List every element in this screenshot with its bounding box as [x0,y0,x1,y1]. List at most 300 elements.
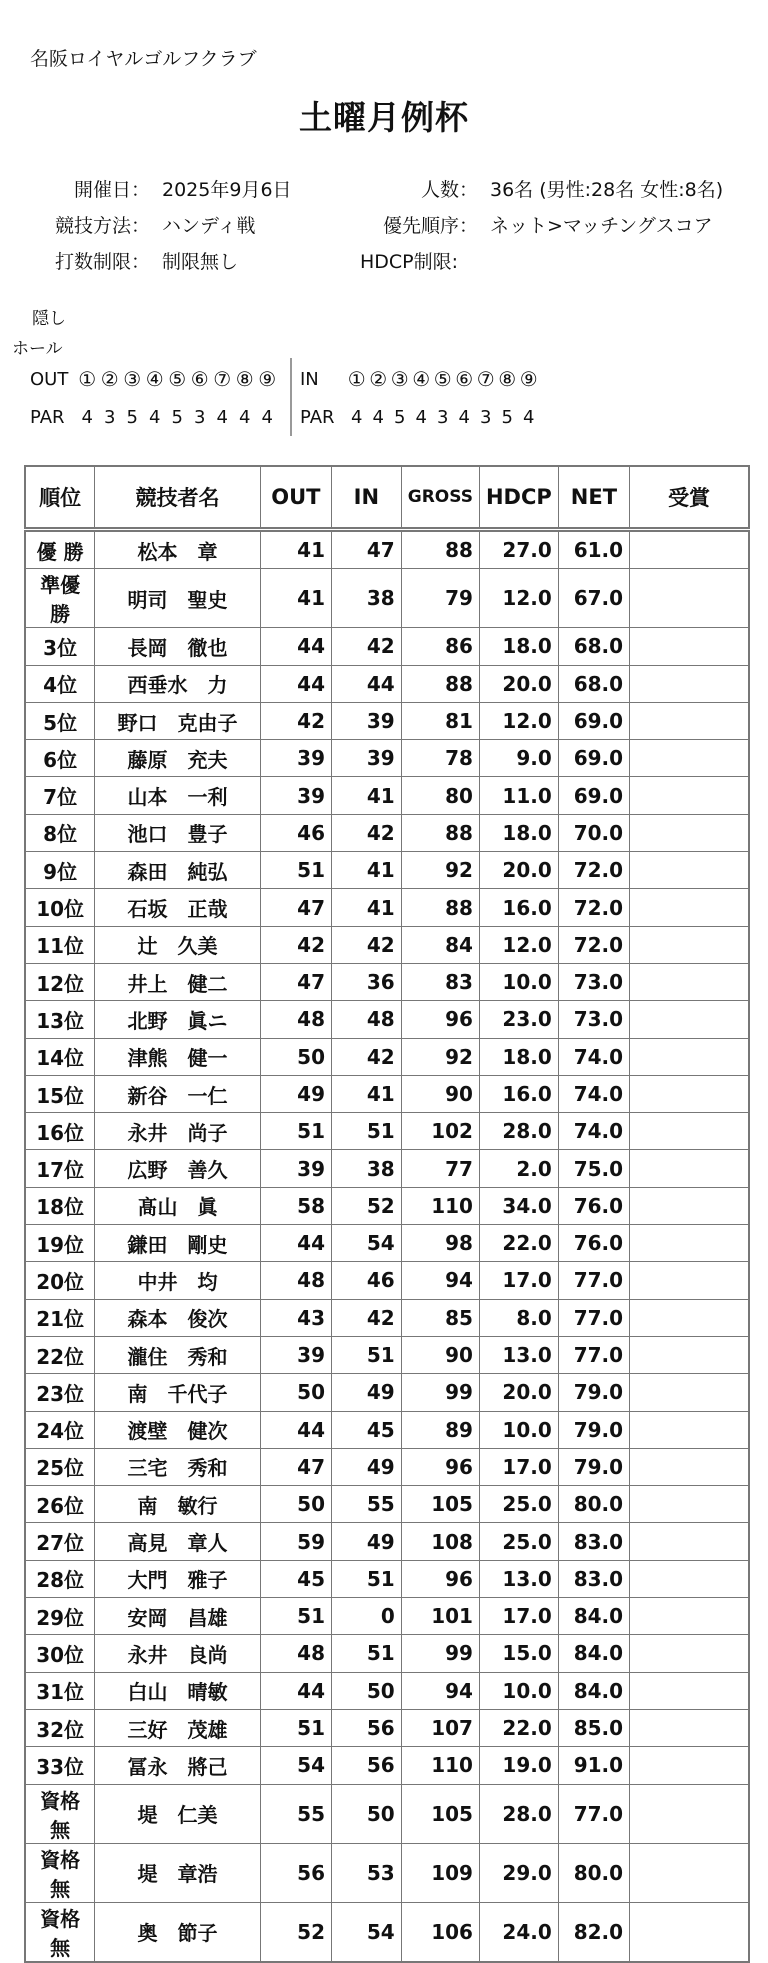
rank-cell: 4位 [25,665,95,702]
hdcp-cell: 25.0 [479,1486,558,1523]
rank-cell: 17位 [25,1150,95,1187]
player-name-cell: 大門 雅子 [95,1560,260,1597]
player-name-cell: 奥 節子 [95,1902,260,1962]
out-hole-numbers [30,367,288,391]
gross-cell: 110 [401,1187,479,1224]
gross-cell: 96 [401,1448,479,1485]
player-name-cell: 三宅 秀和 [95,1448,260,1485]
header-rank: 順位 [25,466,95,530]
gross-cell: 96 [401,1001,479,1038]
hole-number: ⑦ [213,367,232,391]
info-limit [30,244,292,280]
in-score-cell: 41 [332,889,402,926]
hdcp-cell: 2.0 [479,1150,558,1187]
award-cell [630,1635,749,1672]
net-cell: 77.0 [558,1784,629,1843]
in-score-cell: 42 [332,628,402,665]
table-row [25,740,749,777]
rank-cell: 資格無 [25,1784,95,1843]
rank-cell: 30位 [25,1635,95,1672]
out-score-cell: 44 [260,665,331,702]
table-row [25,1038,749,1075]
net-cell: 79.0 [558,1448,629,1485]
award-cell [630,1336,749,1373]
rank-cell: 13位 [25,1001,95,1038]
out-score-cell: 52 [260,1902,331,1962]
out-score-cell: 56 [260,1843,331,1902]
out-score-cell: 55 [260,1784,331,1843]
rank-cell: 14位 [25,1038,95,1075]
info-left [30,172,292,280]
award-cell [630,1150,749,1187]
table-row [25,814,749,851]
table-row [25,1598,749,1635]
table-row [25,1672,749,1709]
player-name-cell: 堤 仁美 [95,1784,260,1843]
in-score-cell: 50 [332,1672,402,1709]
net-cell: 74.0 [558,1113,629,1150]
out-score-cell: 39 [260,740,331,777]
rank-cell: 22位 [25,1336,95,1373]
award-cell [630,1448,749,1485]
gross-cell: 80 [401,777,479,814]
player-name-cell: 西垂水 力 [95,665,260,702]
award-cell [630,628,749,665]
rank-cell: 28位 [25,1560,95,1597]
hdcp-cell: 11.0 [479,777,558,814]
award-cell [630,1560,749,1597]
net-cell: 70.0 [558,814,629,851]
out-par-values [30,407,288,428]
net-cell: 76.0 [558,1225,629,1262]
out-score-cell: 44 [260,1225,331,1262]
rank-cell: 優 勝 [25,530,95,569]
hole-number: ④ [145,367,164,391]
count-label: 人数： [420,179,478,201]
table-row [25,665,749,702]
hole-number: ⑨ [258,367,277,391]
header-name: 競技者名 [95,466,260,530]
hdcp-cell: 18.0 [479,814,558,851]
rank-cell: 29位 [25,1598,95,1635]
out-score-cell: 47 [260,1448,331,1485]
hole-number: ⑥ [190,367,209,391]
out-in-divider [290,358,292,436]
player-name-cell: 中井 均 [95,1262,260,1299]
results-body [25,530,749,1962]
award-cell [630,530,749,569]
player-name-cell: 南 敏行 [95,1486,260,1523]
info-priority [360,208,723,244]
out-score-cell: 39 [260,1150,331,1187]
out-score-cell: 51 [260,852,331,889]
gross-cell: 89 [401,1411,479,1448]
rank-cell: 8位 [25,814,95,851]
award-cell [630,1262,749,1299]
out-score-cell: 54 [260,1747,331,1784]
award-cell [630,1709,749,1746]
hdcp-cell: 20.0 [479,1374,558,1411]
hdcp-cell: 10.0 [479,1411,558,1448]
player-name-cell: 森田 純弘 [95,852,260,889]
gross-cell: 86 [401,628,479,665]
player-name-cell: 松本 章 [95,530,260,569]
in-score-cell: 50 [332,1784,402,1843]
table-row [25,628,749,665]
hdcp-cell: 17.0 [479,1598,558,1635]
info-hdcp-limit [360,244,723,280]
in-label: IN [300,368,319,390]
out-score-cell: 46 [260,814,331,851]
hdcp-cell: 23.0 [479,1001,558,1038]
hidden-hole-line2: ホール [12,339,63,359]
hole-number: ① [347,367,366,391]
out-score-cell: 50 [260,1038,331,1075]
rank-cell: 11位 [25,926,95,963]
award-cell [630,1187,749,1224]
out-score-cell: 41 [260,530,331,569]
in-score-cell: 51 [332,1635,402,1672]
award-cell [630,1523,749,1560]
out-score-cell: 59 [260,1523,331,1560]
in-par-values [288,407,540,428]
table-row [25,1225,749,1262]
net-cell: 69.0 [558,777,629,814]
net-cell: 77.0 [558,1299,629,1336]
table-row [25,1075,749,1112]
hdcp-cell: 16.0 [479,1075,558,1112]
table-header-row [25,466,749,530]
table-row [25,1336,749,1373]
player-name-cell: 広野 善久 [95,1150,260,1187]
rank-cell: 資格無 [25,1843,95,1902]
award-cell [630,1411,749,1448]
hole-par-table [30,360,540,436]
hole-number: ⑦ [476,367,495,391]
rank-cell: 3位 [25,628,95,665]
in-score-cell: 54 [332,1225,402,1262]
gross-cell: 106 [401,1902,479,1962]
table-row [25,1560,749,1597]
in-score-cell: 0 [332,1598,402,1635]
rank-cell: 7位 [25,777,95,814]
player-name-cell: 野口 克由子 [95,702,260,739]
in-score-cell: 39 [332,740,402,777]
out-score-cell: 58 [260,1187,331,1224]
par-value: 4 [523,406,535,428]
header-in: IN [332,466,402,530]
table-row [25,1486,749,1523]
rank-cell: 15位 [25,1075,95,1112]
net-cell: 74.0 [558,1075,629,1112]
table-row [25,1411,749,1448]
gross-cell: 109 [401,1843,479,1902]
rank-cell: 準優勝 [25,569,95,628]
out-score-cell: 41 [260,569,331,628]
table-row [25,1709,749,1746]
rank-cell: 31位 [25,1672,95,1709]
gross-cell: 83 [401,963,479,1000]
award-cell [630,1299,749,1336]
out-score-cell: 44 [260,628,331,665]
award-cell [630,1038,749,1075]
out-score-cell: 47 [260,889,331,926]
gross-cell: 88 [401,665,479,702]
in-score-cell: 42 [332,1299,402,1336]
player-name-cell: 井上 健二 [95,963,260,1000]
rank-cell: 26位 [25,1486,95,1523]
gross-cell: 105 [401,1784,479,1843]
net-cell: 67.0 [558,569,629,628]
player-name-cell: 永井 尚子 [95,1113,260,1150]
gross-cell: 107 [401,1709,479,1746]
hdcp-cell: 25.0 [479,1523,558,1560]
award-cell [630,777,749,814]
table-row [25,852,749,889]
net-cell: 84.0 [558,1635,629,1672]
award-cell [630,1113,749,1150]
hdcp-cell: 20.0 [479,852,558,889]
hole-number: ⑧ [498,367,517,391]
player-name-cell: 鎌田 剛史 [95,1225,260,1262]
in-hole-numbers [288,367,540,391]
hdcp-cell: 22.0 [479,1225,558,1262]
out-score-cell: 48 [260,1635,331,1672]
in-score-cell: 55 [332,1486,402,1523]
gross-cell: 92 [401,1038,479,1075]
hole-number: ② [369,367,388,391]
gross-cell: 77 [401,1150,479,1187]
award-cell [630,963,749,1000]
out-score-cell: 39 [260,777,331,814]
gross-cell: 79 [401,569,479,628]
player-name-cell: 石坂 正哉 [95,889,260,926]
player-name-cell: 北野 眞ニ [95,1001,260,1038]
in-score-cell: 42 [332,1038,402,1075]
player-name-cell: 瀧住 秀和 [95,1336,260,1373]
rank-cell: 33位 [25,1747,95,1784]
priority-value: ネット>マッチングスコア [490,215,713,237]
net-cell: 73.0 [558,1001,629,1038]
player-name-cell: 冨永 將己 [95,1747,260,1784]
award-cell [630,926,749,963]
award-cell [630,1001,749,1038]
award-cell [630,740,749,777]
out-score-cell: 45 [260,1560,331,1597]
net-cell: 72.0 [558,926,629,963]
net-cell: 73.0 [558,963,629,1000]
gross-cell: 94 [401,1672,479,1709]
rank-cell: 20位 [25,1262,95,1299]
hdcp-cell: 12.0 [479,926,558,963]
player-name-cell: 南 千代子 [95,1374,260,1411]
hdcp-cell: 24.0 [479,1902,558,1962]
gross-cell: 102 [401,1113,479,1150]
header-out: OUT [260,466,331,530]
par-value: 5 [501,406,513,428]
net-cell: 83.0 [558,1560,629,1597]
par-value: 4 [81,406,93,428]
award-cell [630,814,749,851]
in-score-cell: 49 [332,1374,402,1411]
par-value: 4 [351,406,363,428]
net-cell: 76.0 [558,1187,629,1224]
table-row [25,963,749,1000]
award-cell [630,1598,749,1635]
gross-cell: 88 [401,814,479,851]
player-name-cell: 池口 豊子 [95,814,260,851]
net-cell: 69.0 [558,740,629,777]
par-row [30,398,540,436]
net-cell: 84.0 [558,1598,629,1635]
hdcp-cell: 28.0 [479,1113,558,1150]
in-score-cell: 42 [332,926,402,963]
hdcp-cell: 15.0 [479,1635,558,1672]
in-score-cell: 41 [332,852,402,889]
table-row [25,1902,749,1962]
out-score-cell: 39 [260,1336,331,1373]
par-value: 4 [216,406,228,428]
rank-cell: 18位 [25,1187,95,1224]
rank-cell: 27位 [25,1523,95,1560]
player-name-cell: 安岡 昌雄 [95,1598,260,1635]
rank-cell: 24位 [25,1411,95,1448]
hole-number: ⑤ [433,367,452,391]
award-cell [630,569,749,628]
out-score-cell: 51 [260,1709,331,1746]
hdcp-cell: 27.0 [479,530,558,569]
hole-number: ③ [123,367,142,391]
header-gross: GROSS [401,466,479,530]
in-score-cell: 51 [332,1113,402,1150]
hdcp-cell: 29.0 [479,1843,558,1902]
hdcp-cell: 10.0 [479,963,558,1000]
hdcp-cell: 9.0 [479,740,558,777]
award-cell [630,1747,749,1784]
in-score-cell: 54 [332,1902,402,1962]
table-row [25,1747,749,1784]
net-cell: 80.0 [558,1843,629,1902]
hole-number: ④ [412,367,431,391]
hdcp-cell: 18.0 [479,628,558,665]
player-name-cell: 藤原 充夫 [95,740,260,777]
out-score-cell: 51 [260,1598,331,1635]
hdcp-cell: 10.0 [479,1672,558,1709]
award-cell [630,665,749,702]
rank-cell: 21位 [25,1299,95,1336]
rank-cell: 25位 [25,1448,95,1485]
hdcp-cell: 13.0 [479,1560,558,1597]
net-cell: 79.0 [558,1411,629,1448]
player-name-cell: 高見 章人 [95,1523,260,1560]
info-count [360,172,723,208]
results-table [24,465,750,1963]
player-name-cell: 髙山 眞 [95,1187,260,1224]
gross-cell: 90 [401,1336,479,1373]
hole-number: ⑨ [519,367,538,391]
table-row [25,1113,749,1150]
player-name-cell: 渡壁 健次 [95,1411,260,1448]
rank-cell: 12位 [25,963,95,1000]
table-row [25,1784,749,1843]
hole-number: ⑥ [455,367,474,391]
award-cell [630,1075,749,1112]
limit-value: 制限無し [162,251,239,273]
rank-cell: 23位 [25,1374,95,1411]
player-name-cell: 明司 聖史 [95,569,260,628]
net-cell: 83.0 [558,1523,629,1560]
header-award: 受賞 [630,466,749,530]
out-score-cell: 48 [260,1001,331,1038]
player-name-cell: 山本 一利 [95,777,260,814]
gross-cell: 84 [401,926,479,963]
table-row [25,1150,749,1187]
in-score-cell: 48 [332,1001,402,1038]
hdcp-cell: 22.0 [479,1709,558,1746]
in-score-cell: 56 [332,1747,402,1784]
rank-cell: 19位 [25,1225,95,1262]
net-cell: 79.0 [558,1374,629,1411]
gross-cell: 98 [401,1225,479,1262]
gross-cell: 78 [401,740,479,777]
table-row [25,530,749,569]
gross-cell: 101 [401,1598,479,1635]
table-row [25,889,749,926]
net-cell: 85.0 [558,1709,629,1746]
par-value: 5 [394,406,406,428]
hole-number: ⑤ [168,367,187,391]
net-cell: 84.0 [558,1672,629,1709]
limit-label: 打数制限： [54,251,150,273]
in-score-cell: 46 [332,1262,402,1299]
par-value: 4 [149,406,161,428]
rank-cell: 16位 [25,1113,95,1150]
info-right [360,172,723,280]
net-cell: 74.0 [558,1038,629,1075]
par-value: 3 [437,406,449,428]
par-value: 3 [480,406,492,428]
table-row [25,1187,749,1224]
rank-cell: 6位 [25,740,95,777]
hidden-hole-line1: 隠し [32,309,66,329]
par-value: 3 [194,406,206,428]
out-score-cell: 50 [260,1486,331,1523]
hdcp-cell: 20.0 [479,665,558,702]
net-cell: 69.0 [558,702,629,739]
gross-cell: 96 [401,1560,479,1597]
table-row [25,1635,749,1672]
net-cell: 75.0 [558,1150,629,1187]
header-hdcp: HDCP [479,466,558,530]
award-cell [630,1843,749,1902]
net-cell: 77.0 [558,1336,629,1373]
net-cell: 72.0 [558,889,629,926]
player-name-cell: 白山 晴敏 [95,1672,260,1709]
player-name-cell: 森本 俊次 [95,1299,260,1336]
in-score-cell: 47 [332,530,402,569]
rank-cell: 10位 [25,889,95,926]
gross-cell: 88 [401,530,479,569]
par-label-in: PAR [300,406,335,428]
gross-cell: 99 [401,1374,479,1411]
gross-cell: 81 [401,702,479,739]
gross-cell: 88 [401,889,479,926]
table-row [25,702,749,739]
date-label: 開催日： [73,179,150,201]
hdcp-cell: 34.0 [479,1187,558,1224]
award-cell [630,702,749,739]
par-value: 4 [458,406,470,428]
